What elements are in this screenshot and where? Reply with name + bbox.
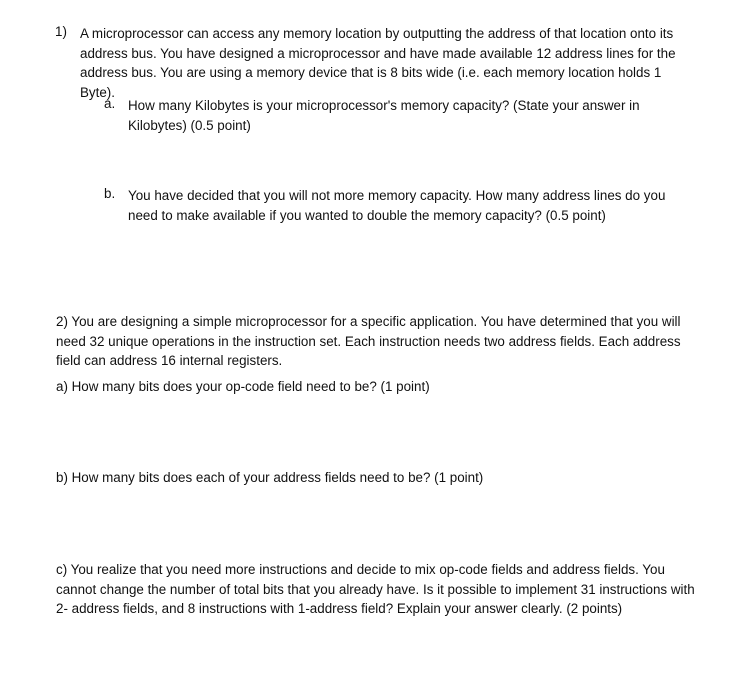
question-1-number: 1) <box>55 24 67 39</box>
question-1b-label: b. <box>104 186 116 201</box>
question-2c-text: c) You realize that you need more instructions and decide to mix op-code fields and address fields. You cannot change the number of total bits that you already have. Is it possible to implement 31 instructions with 2- address fields, and 8 instructions with 1-address field? Explain your answer clearly. (2 points) <box>56 562 695 617</box>
question-2-text: 2) You are designing a simple microprocessor for a specific application. You have determined that you will need 32 unique operations in the instruction set. Each instruction needs two address fields. Each address field can address 16 internal registers. <box>56 314 681 369</box>
question-1a-text: How many Kilobytes is your microprocessor's memory capacity? (State your answer in Kilobytes) (0.5 point) <box>128 98 640 133</box>
question-1b-text: You have decided that you will not more memory capacity. How many address lines do you need to make available if you wanted to double the memory capacity? (0.5 point) <box>128 188 666 223</box>
question-2a-text: a) How many bits does your op-code field need to be? (1 point) <box>56 379 430 394</box>
question-1a-label: a. <box>104 96 116 111</box>
question-2b-text: b) How many bits does each of your address fields need to be? (1 point) <box>56 470 484 485</box>
question-1-text: A microprocessor can access any memory location by outputting the address of that location onto its address bus. You have designed a microprocessor and have made available 12 address lines for the address bus. You are using a memory device that is 8 bits wide (i.e. each memory location holds 1 Byte). <box>80 26 676 100</box>
